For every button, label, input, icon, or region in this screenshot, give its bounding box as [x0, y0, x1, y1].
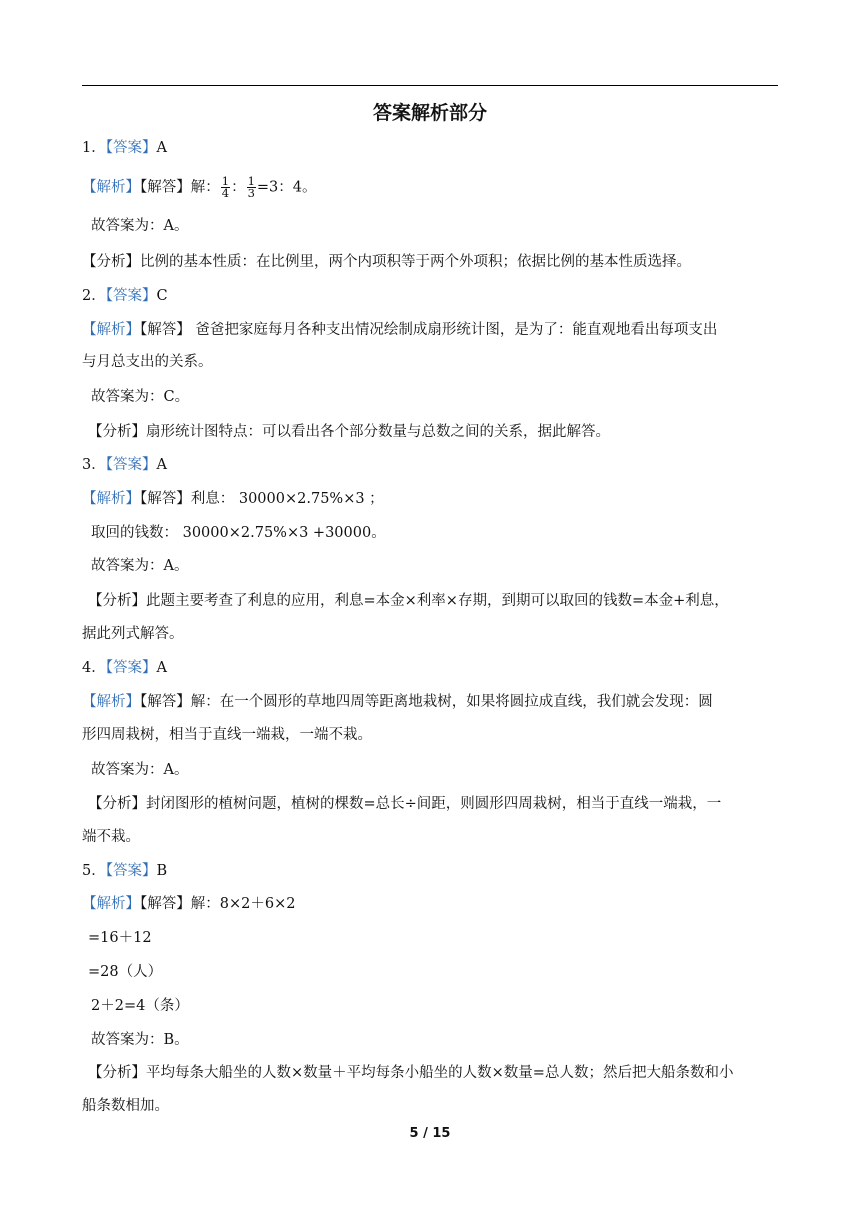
fenxi-tag: 【分析】	[88, 424, 146, 440]
q2-answer: C	[156, 288, 168, 304]
q5-fenxi-1: 平均每条大船坐的人数×数量＋平均每条小船坐的人数×数量=总人数；然后把大船条数和小	[146, 1065, 734, 1081]
q5-fenxi-line	[88, 1063, 733, 1083]
q2-number: 2．	[82, 288, 106, 304]
fenxi-tag: 【分析】	[82, 254, 140, 270]
fenxi-tag: 【分析】	[88, 593, 146, 609]
q3-answer-line	[82, 455, 167, 475]
q1-fenxi-line	[82, 252, 691, 272]
q1-number: 1．	[82, 140, 106, 156]
q3-answer: A	[156, 457, 167, 473]
q1-fenxi: 比例的基本性质：在比例里，两个内项积等于两个外项积；依据比例的基本性质选择。	[140, 254, 691, 270]
q5-jieda-line	[82, 894, 295, 914]
jieda-tag: 【解答】	[140, 179, 191, 196]
q2-conclusion: 故答案为：C。	[91, 389, 190, 405]
q4-jieda-line	[82, 692, 713, 712]
q5-fenxi-2: 船条数相加。	[82, 1098, 169, 1114]
q4-jieda-1: 解：在一个圆形的草地四周等距离地栽树，如果将圆拉成直线，我们就会发现：圆	[190, 694, 713, 710]
q3-fenxi-line	[88, 591, 729, 611]
q3-line-2: 取回的钱数： 30000×2.75%×3 +30000。	[91, 525, 386, 541]
q4-jieda-2: 形四周栽树，相当于直线一端栽，一端不栽。	[82, 727, 372, 743]
q3-jieda-line	[82, 489, 384, 509]
answer-tag: 【答案】	[105, 457, 157, 473]
q1-jieda-line	[82, 176, 317, 199]
q5-line-2: =16＋12	[88, 930, 152, 946]
q3-conclusion: 故答案为：A。	[91, 558, 189, 574]
page-title: 答案解析部分	[372, 102, 487, 124]
jiexi-tag: 【解析】	[82, 322, 140, 338]
q4-fenxi-line	[88, 794, 721, 814]
q4-number: 4．	[82, 660, 106, 676]
q2-jieda-line	[82, 320, 717, 340]
q5-jieda-1: 解：8×2＋6×2	[190, 896, 296, 912]
q4-answer-line	[82, 658, 167, 678]
q1-fraction-2: $\frac{1}{3}$	[247, 174, 255, 200]
q4-fenxi-2: 端不栽。	[82, 829, 140, 845]
q3-fenxi-2: 据此列式解答。	[82, 626, 184, 642]
answer-tag: 【答案】	[105, 863, 157, 879]
q5-answer-line	[82, 861, 167, 881]
q5-conclusion: 故答案为：B。	[91, 1032, 189, 1048]
answer-tag: 【答案】	[105, 288, 157, 304]
q3-jieda-1: 利息： 30000×2.75%×3 ；	[190, 491, 384, 507]
jiexi-tag: 【解析】	[82, 179, 140, 196]
fenxi-tag: 【分析】	[88, 1065, 146, 1081]
q1-conclusion: 故答案为：A。	[91, 218, 189, 234]
q5-line-3: =28（人）	[88, 964, 163, 980]
jieda-tag: 【解答】	[140, 491, 191, 507]
jiexi-tag: 【解析】	[82, 896, 140, 912]
q2-jieda-2: 与月总支出的关系。	[82, 354, 213, 370]
jieda-tag: 【解答】	[140, 322, 191, 338]
q2-jieda-1: 爸爸把家庭每月各种支出情况绘制成扇形统计图，是为了：能直观地看出每项支出	[190, 322, 718, 338]
q1-jieda-post: =3：4。	[256, 179, 317, 196]
q1-answer-line	[82, 138, 167, 158]
q1-ratio-sep: ：	[231, 179, 246, 196]
answer-tag: 【答案】	[105, 140, 157, 156]
jiexi-tag: 【解析】	[82, 491, 140, 507]
q5-line-4: 2＋2=4（条）	[91, 998, 189, 1014]
header-rule	[82, 85, 778, 86]
q3-number: 3．	[82, 457, 106, 473]
q1-answer: A	[156, 140, 167, 156]
answer-tag: 【答案】	[105, 660, 157, 676]
fenxi-tag: 【分析】	[88, 796, 146, 812]
q2-fenxi: 扇形统计图特点：可以看出各个部分数量与总数之间的关系，据此解答。	[146, 424, 610, 440]
q3-fenxi-1: 此题主要考查了利息的应用，利息=本金×利率×存期，到期可以取回的钱数=本金+利息，	[146, 593, 729, 609]
jieda-tag: 【解答】	[140, 896, 191, 912]
q2-fenxi-line	[88, 422, 610, 442]
jieda-tag: 【解答】	[140, 694, 191, 710]
q4-fenxi-1: 封闭图形的植树问题，植树的棵数=总长÷间距，则圆形四周栽树，相当于直线一端栽，一	[146, 796, 722, 812]
q1-jieda-pre: 解：	[190, 179, 220, 196]
page-number: 5 / 15	[409, 1126, 451, 1141]
q4-conclusion: 故答案为：A。	[91, 762, 189, 778]
q1-fraction-1: $\frac{1}{4}$	[221, 174, 230, 200]
q4-answer: A	[156, 660, 167, 676]
jiexi-tag: 【解析】	[82, 694, 140, 710]
q5-number: 5．	[82, 863, 106, 879]
q2-answer-line	[82, 286, 168, 306]
q5-answer: B	[156, 863, 168, 879]
